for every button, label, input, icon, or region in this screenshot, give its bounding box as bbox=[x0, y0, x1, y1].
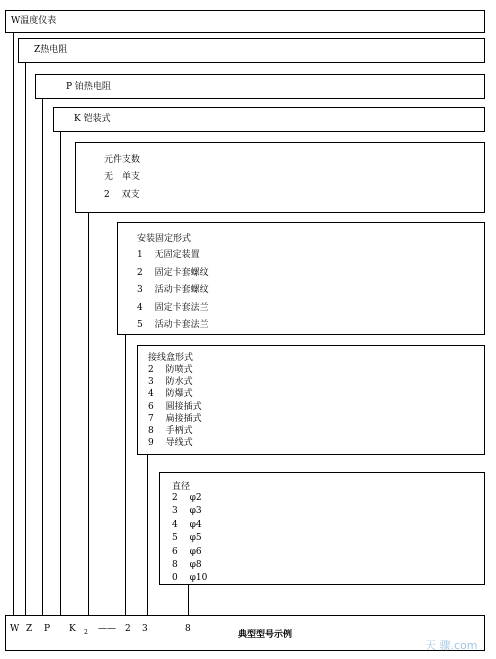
list-item: 7 扁接插式 bbox=[148, 413, 202, 424]
level-p-box bbox=[35, 74, 485, 99]
code-k-subscript: 2 bbox=[84, 629, 88, 636]
level-w-label: W温度仪表 bbox=[11, 16, 57, 26]
level-w-box bbox=[5, 10, 485, 33]
code-w: W bbox=[10, 624, 20, 634]
list-item: 4 防爆式 bbox=[148, 389, 193, 400]
code-digit-1: 2 bbox=[125, 624, 131, 634]
list-item: 2 φ2 bbox=[172, 493, 202, 503]
level-k-box bbox=[53, 107, 485, 132]
code-dash: —— bbox=[98, 624, 116, 634]
level-p-label: P 铂热电阻 bbox=[66, 82, 111, 92]
list-item: 3 活动卡套螺纹 bbox=[137, 285, 209, 295]
list-item: 8 φ8 bbox=[172, 560, 202, 571]
element-count-title: 元件支数 bbox=[104, 155, 141, 165]
list-item: 3 防水式 bbox=[148, 377, 193, 388]
connector-z bbox=[25, 62, 26, 616]
code-p: P bbox=[44, 624, 51, 634]
example-caption: 典型型号示例 bbox=[238, 630, 293, 640]
list-item: 1 无固定装置 bbox=[137, 250, 200, 260]
level-z-box bbox=[18, 38, 485, 63]
element-count-box bbox=[75, 142, 485, 213]
diameter-list bbox=[172, 492, 207, 586]
list-item: 4 固定卡套法兰 bbox=[137, 302, 209, 313]
code-digit-2: 3 bbox=[142, 624, 148, 634]
connector-k bbox=[60, 131, 61, 616]
list-item: 3 φ3 bbox=[172, 506, 202, 517]
mounting-list bbox=[137, 247, 209, 335]
list-item: 6 圆接插式 bbox=[148, 401, 202, 412]
connector-count bbox=[88, 212, 89, 616]
level-z-label: Z热电阻 bbox=[34, 45, 68, 55]
connector-mount bbox=[125, 334, 126, 616]
connector-box bbox=[147, 454, 148, 616]
list-item: 2 防喷式 bbox=[148, 365, 193, 375]
list-item: 2 双支 bbox=[104, 189, 140, 200]
list-item: 2 固定卡套螺纹 bbox=[137, 267, 209, 278]
diameter-title: 直径 bbox=[172, 482, 191, 492]
connector-w bbox=[13, 33, 14, 616]
list-item: 0 φ10 bbox=[172, 573, 208, 584]
connector-diameter bbox=[188, 584, 189, 616]
junction-box-box bbox=[137, 345, 485, 455]
code-z: Z bbox=[26, 624, 33, 634]
list-item: 6 φ6 bbox=[172, 546, 202, 557]
list-item: 4 φ4 bbox=[172, 519, 202, 530]
list-item: 5 活动卡套法兰 bbox=[137, 320, 209, 330]
element-count-list bbox=[104, 169, 140, 204]
list-item: 5 φ5 bbox=[172, 533, 202, 544]
connector-p bbox=[42, 98, 43, 616]
level-k-label: K 铠装式 bbox=[74, 114, 111, 124]
code-digit-3: 8 bbox=[185, 624, 191, 634]
list-item: 8 手柄式 bbox=[148, 426, 193, 437]
diameter-box bbox=[159, 472, 485, 585]
junction-box-list bbox=[148, 364, 202, 449]
code-k: K bbox=[69, 624, 76, 634]
watermark-logo: 天 骤.com bbox=[425, 639, 478, 652]
list-item: 9 导线式 bbox=[148, 438, 193, 449]
list-item: 无 单支 bbox=[104, 172, 141, 182]
mounting-title: 安装固定形式 bbox=[137, 234, 192, 244]
mounting-box bbox=[117, 222, 485, 335]
junction-box-title: 接线盒形式 bbox=[148, 353, 194, 363]
